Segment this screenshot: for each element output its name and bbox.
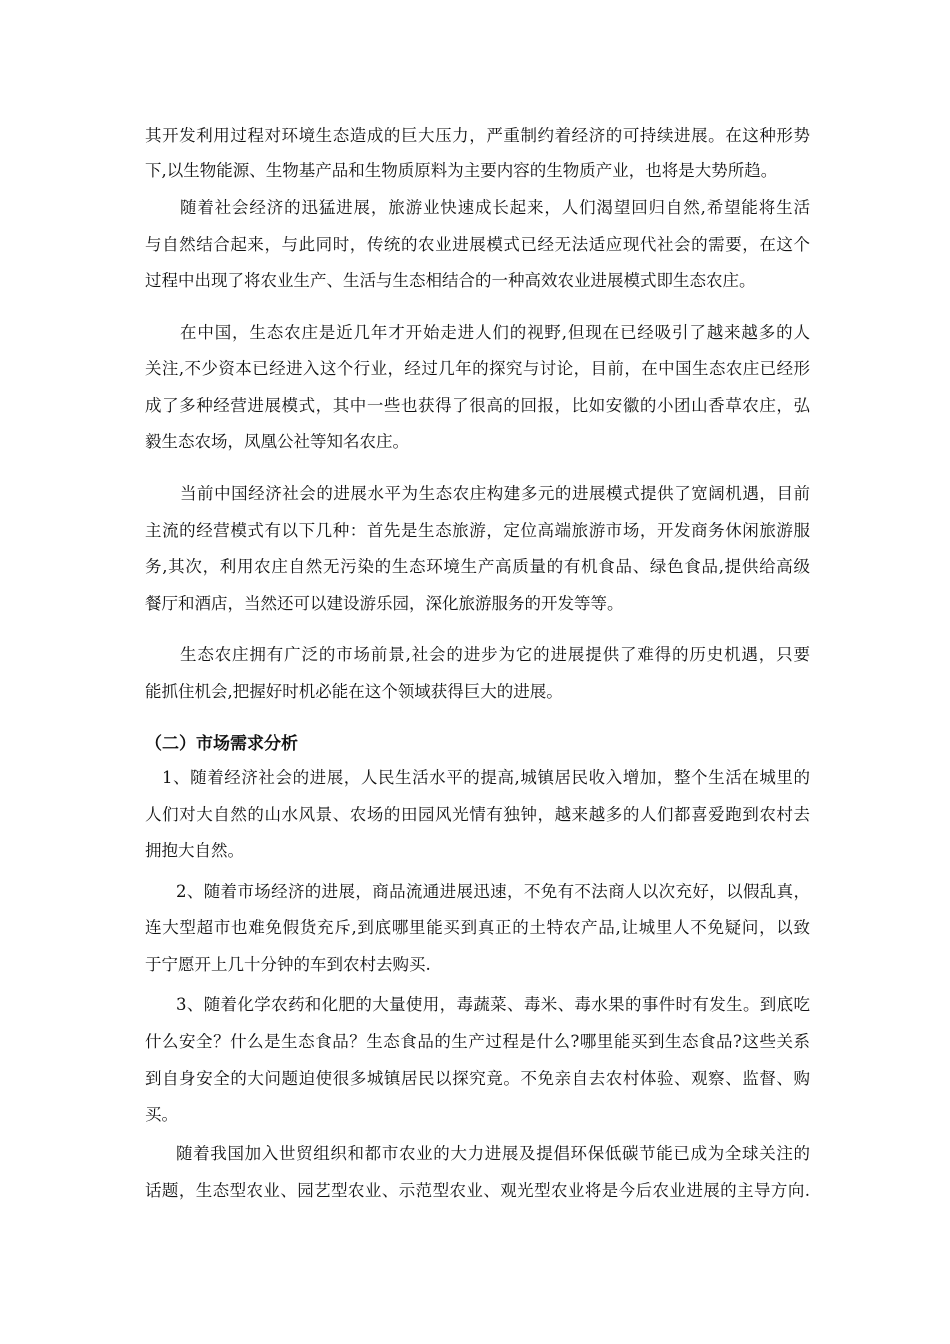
paragraph-line: 1、随着经济社会的进展，人民生活水平的提高,城镇居民收入增加，整个生活在城里的	[162, 768, 810, 787]
paragraph-line: 生态农庄拥有广泛的市场前景,社会的进步为它的进展提供了难得的历史机遇，只要	[180, 645, 810, 664]
paragraph-line: 人们对大自然的山水风景、农场的田园风光情有独钟，越来越多的人们都喜爱跑到农村去	[145, 805, 810, 824]
paragraph-line: 连大型超市也难免假货充斥,到底哪里能买到真正的土特农产品,让城里人不免疑问，以致	[145, 918, 810, 937]
paragraph-line: 当前中国经济社会的进展水平为生态农庄构建多元的进展模式提供了宽阔机遇，目前	[180, 484, 810, 503]
paragraph-line: 成了多种经营进展模式，其中一些也获得了很高的回报，比如安徽的小团山香草农庄，弘	[145, 396, 810, 415]
paragraph-line: 3、随着化学农药和化肥的大量使用，毒蔬菜、毒米、毒水果的事件时有发生。到底吃	[176, 995, 810, 1014]
paragraph-line: 关注,不少资本已经进入这个行业，经过几年的探究与讨论，目前，在中国生态农庄已经形	[145, 359, 810, 378]
paragraph-line: 于宁愿开上几十分钟的车到农村去购买.	[145, 955, 431, 974]
paragraph-line: 拥抱大自然。	[145, 841, 244, 860]
section-heading: （二）市场需求分析	[145, 734, 298, 754]
paragraph-line: 务,其次，利用农庄自然无污染的生态环境生产高质量的有机食品、绿色食品,提供给高级	[145, 557, 810, 576]
paragraph-line: 随着我国加入世贸组织和都市农业的大力进展及提倡环保低碳节能已成为全球关注的	[176, 1144, 810, 1163]
paragraph-line: 在中国，生态农庄是近几年才开始走进人们的视野,但现在已经吸引了越来越多的人	[180, 323, 810, 342]
paragraph-line: 与自然结合起来，与此同时，传统的农业进展模式已经无法适应现代社会的需要，在这个	[145, 235, 810, 254]
paragraph-line: 2、随着市场经济的进展，商品流通进展迅速，不免有不法商人以次充好，以假乱真，	[176, 882, 810, 901]
paragraph-line: 下,以生物能源、生物基产品和生物质原料为主要内容的生物质产业，也将是大势所趋。	[145, 161, 778, 180]
paragraph-line: 餐厅和酒店，当然还可以建设游乐园，深化旅游服务的开发等等。	[145, 594, 624, 613]
paragraph-line: 买。	[145, 1105, 178, 1124]
paragraph-line: 其开发利用过程对环境生态造成的巨大压力，严重制约着经济的可持续进展。在这种形势	[145, 126, 810, 145]
paragraph-line: 什么安全？什么是生态食品？生态食品的生产过程是什么?哪里能买到生态食品?这些关系	[145, 1032, 810, 1051]
paragraph-line: 到自身安全的大问题迫使很多城镇居民以探究竟。不免亲自去农村体验、观察、监督、购	[145, 1069, 810, 1088]
paragraph-line: 主流的经营模式有以下几种：首先是生态旅游，定位高端旅游市场，开发商务休闲旅游服	[145, 521, 810, 540]
paragraph-line: 过程中出现了将农业生产、生活与生态相结合的一种高效农业进展模式即生态农庄。	[145, 271, 756, 290]
paragraph-line: 毅生态农场，凤凰公社等知名农庄。	[145, 432, 409, 451]
paragraph-line: 话题，生态型农业、园艺型农业、示范型农业、观光型农业将是今后农业进展的主导方向.	[145, 1181, 810, 1200]
paragraph-line: 能抓住机会,把握好时机必能在这个领域获得巨大的进展。	[145, 682, 563, 701]
paragraph-line: 随着社会经济的迅猛进展，旅游业快速成长起来，人们渴望回归自然,希望能将生活	[180, 198, 810, 217]
